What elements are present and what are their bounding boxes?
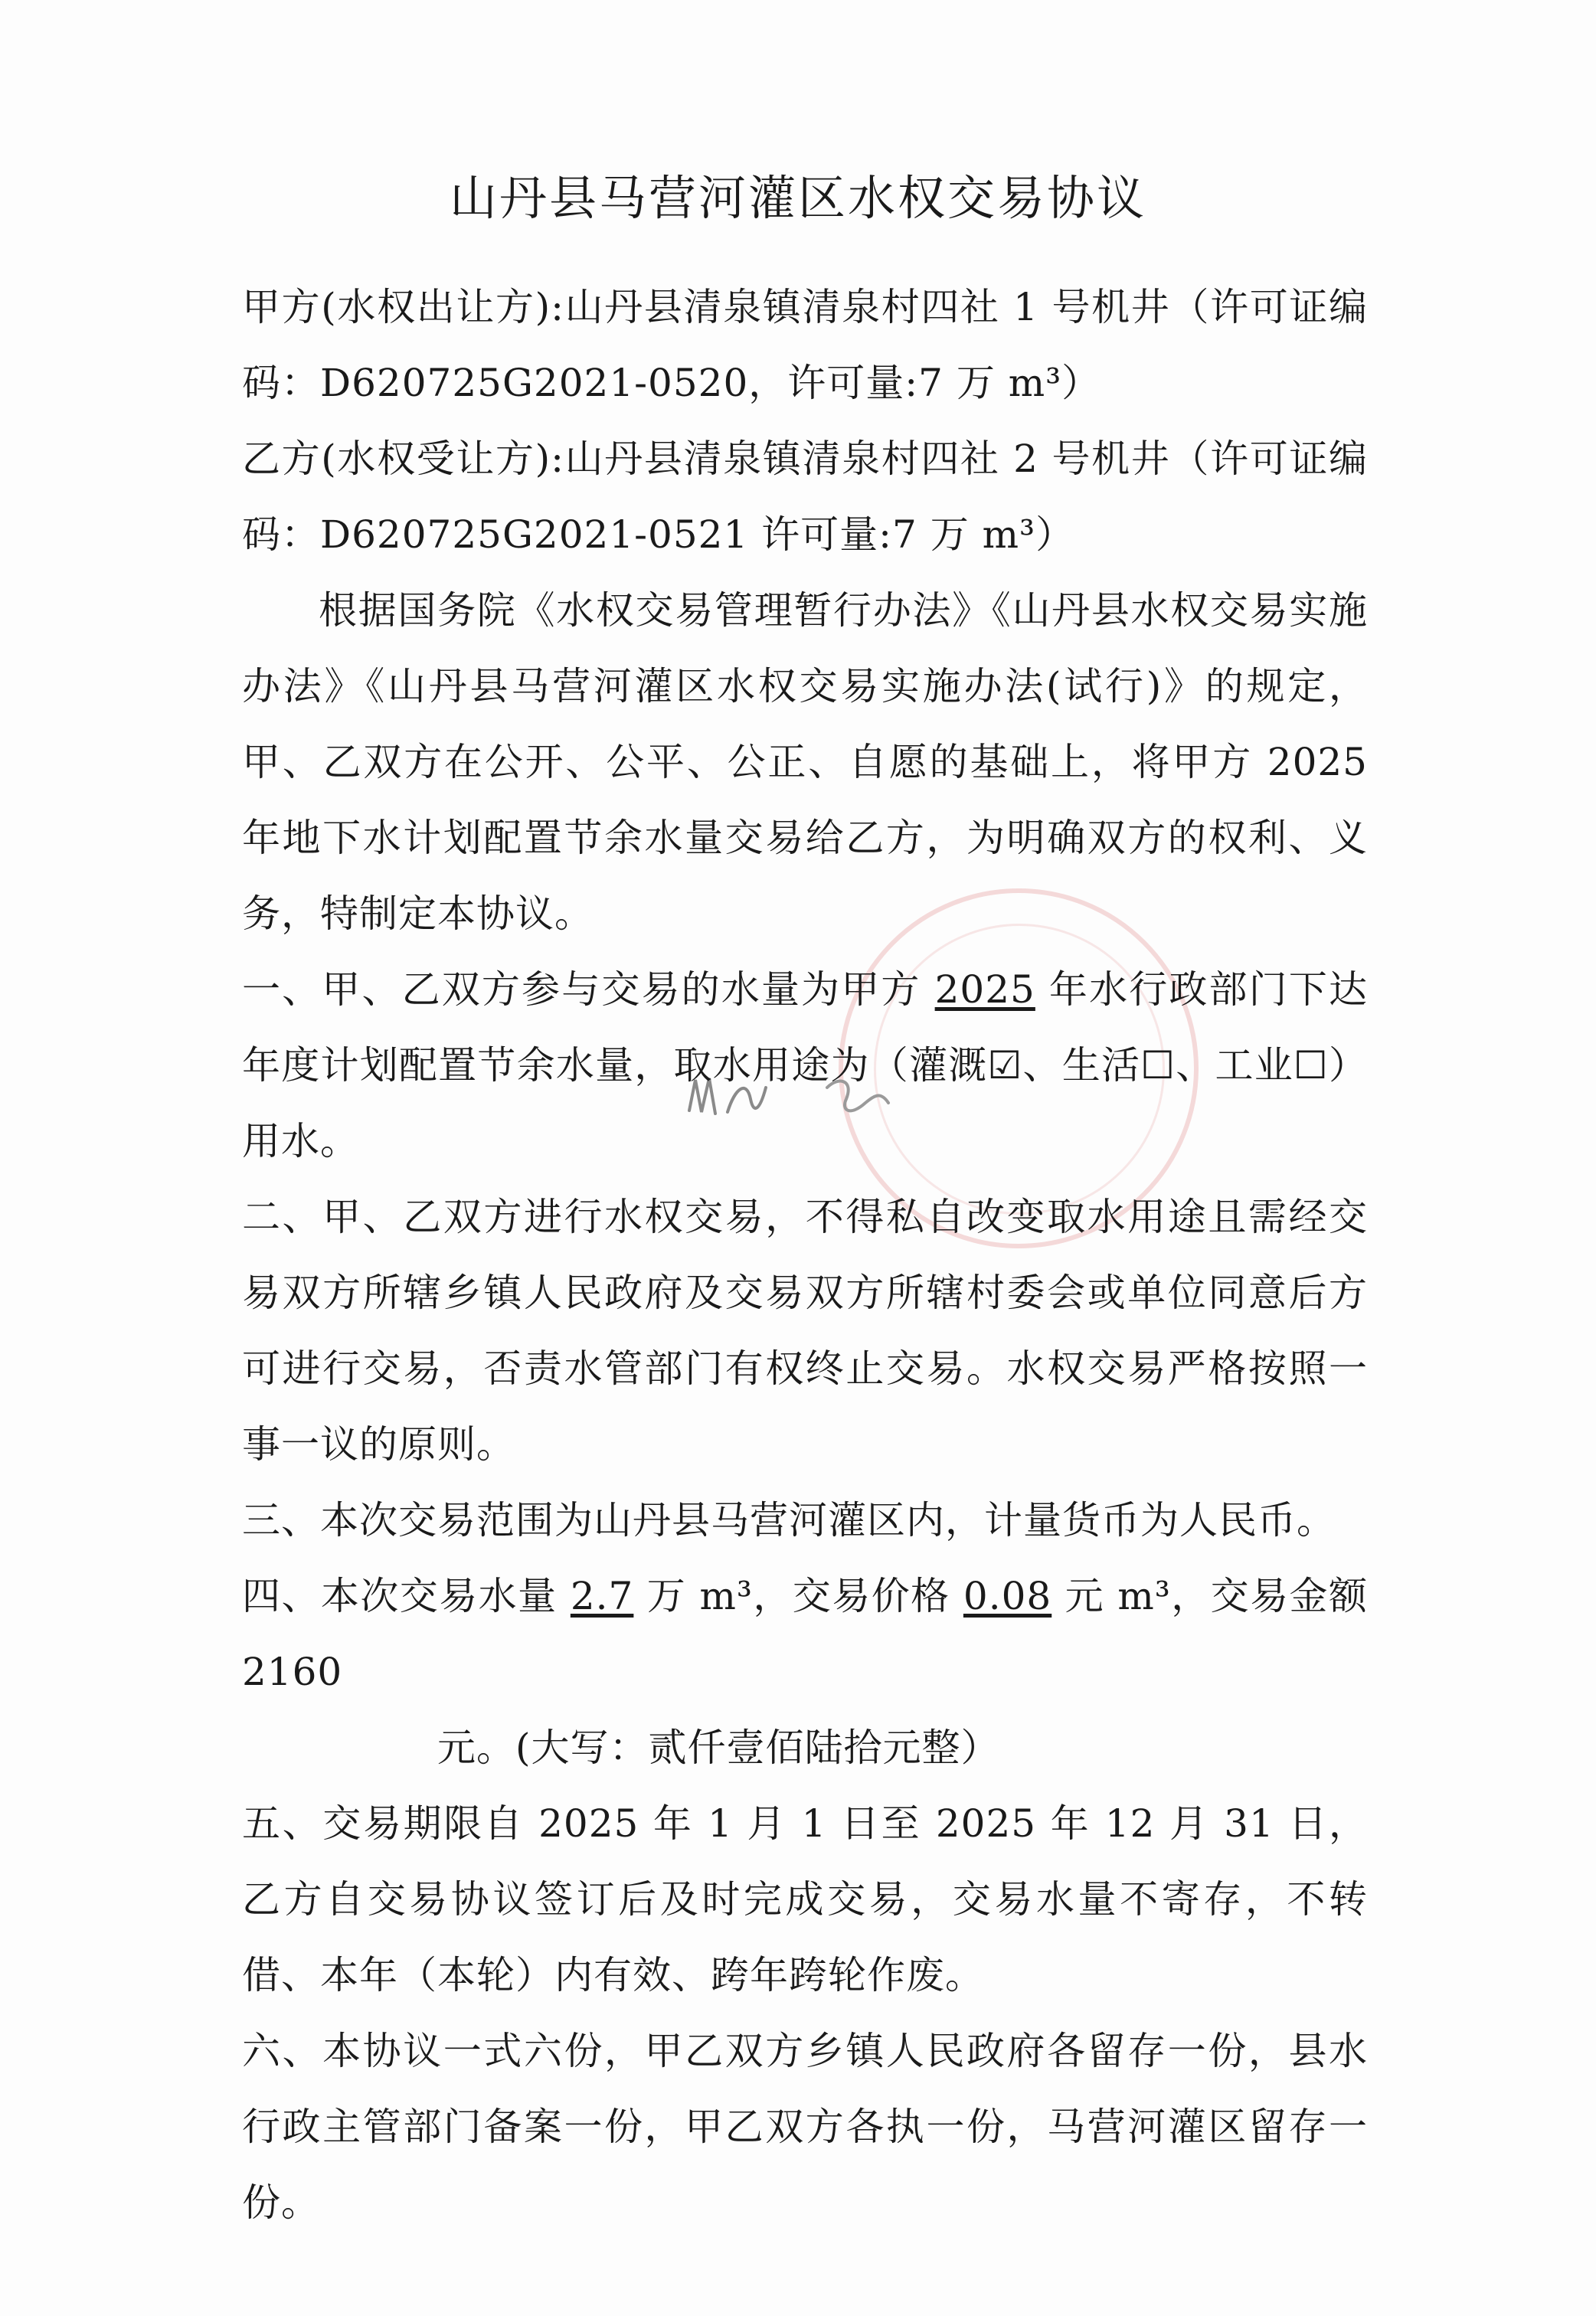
- clause-1-text-start: 一、甲、乙双方参与交易的水量为甲方: [242, 967, 935, 1012]
- document-body: [242, 270, 1368, 2241]
- clause-4-amount-in-words: 元。(大写：贰仟壹佰陆拾元整）: [437, 1726, 1000, 1770]
- clause-1-paragraph: [242, 952, 1368, 1179]
- clause-4-paragraph: [242, 1559, 1368, 1710]
- preamble-paragraph: 根据国务院《水权交易管理暂行办法》《山丹县水权交易实施办法》《山丹县马营河灌区水权交易实施办法(试行)》的规定，甲、乙双方在公开、公平、公正、自愿的基础上，将甲方 2025 年地下水计划配置节余水量交易给乙方，为明确双方的权利、义务，特制定本协议。: [242, 588, 1368, 936]
- clause-4-text-mid: 万 m³，交易价格: [633, 1574, 963, 1618]
- clause-4-price-underlined: 0.08: [963, 1574, 1052, 1618]
- clause-4-volume-underlined: 2.7: [570, 1574, 634, 1618]
- document-title: 山丹县马营河灌区水权交易协议: [449, 170, 1146, 226]
- clause-6-paragraph: 六、本协议一式六份，甲乙双方乡镇人民政府各留存一份，县水行政主管部门备案一份，甲乙双方各执一份，马营河灌区留存一份。: [242, 2029, 1368, 2225]
- clause-3-paragraph: 三、本次交易范围为山丹县马营河灌区内，计量货币为人民币。: [242, 1498, 1336, 1542]
- clause-2-paragraph: 二、甲、乙双方进行水权交易，不得私自改变取水用途且需经交易双方所辖乡镇人民政府及交易双方所辖村委会或单位同意后方可进行交易，否责水管部门有权终止交易。水权交易严格按照一事一议的原则。: [242, 1195, 1368, 1467]
- clause-5-paragraph: 五、交易期限自 2025 年 1 月 1 日至 2025 年 12 月 31 日，乙方自交易协议签订后及时完成交易，交易水量不寄存，不转借、本年（本轮）内有效、跨年跨轮作废。: [242, 1801, 1368, 1997]
- clause-4-text-start: 四、本次交易水量: [242, 1574, 571, 1618]
- clause-1-text-end: 年水行政部门下达年度计划配置节余水量，取水用途为（灌溉☑、生活☐、工业☐）用水。: [242, 967, 1368, 1163]
- party-b-paragraph: 乙方(水权受让方):山丹县清泉镇清泉村四社 2 号机井（许可证编码：D620725G2021-0521 许可量:7 万 m³）: [242, 437, 1368, 557]
- clause-4-amount-text: 元 m³，交易金额 2160: [242, 1574, 1368, 1694]
- party-a-paragraph: 甲方(水权出让方):山丹县清泉镇清泉村四社 1 号机井（许可证编码：D620725G2021-0520，许可量:7 万 m³）: [242, 285, 1368, 405]
- clause-1-year-underlined: 2025: [934, 967, 1035, 1012]
